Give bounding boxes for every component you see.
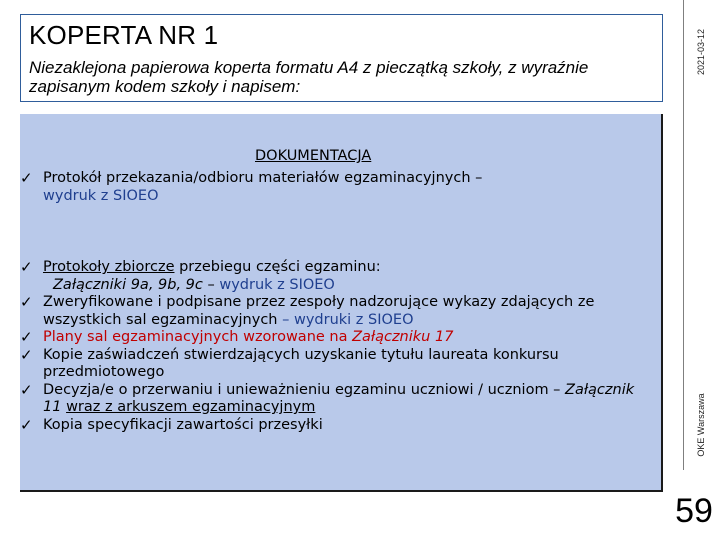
- check-icon: ✓: [20, 380, 33, 399]
- item-text: przebiegu części egzaminu:: [174, 259, 381, 275]
- side-date-label: [690, 14, 712, 89]
- item-underlined-text: Protokoły zbiorcze: [43, 259, 175, 275]
- side-org-label: [690, 385, 712, 465]
- check-icon: ✓: [20, 258, 33, 276]
- header-box: [20, 14, 663, 102]
- item-separator: –: [277, 311, 294, 328]
- item-text: Decyzja/e o przerwaniu i unieważnieniu egzaminu uczniowi / uczniom –: [43, 381, 566, 398]
- item-text: Zweryfikowane i podpisane przez zespoły nadzorujące wykazy zdających ze wszystkich sal egzaminacyjnych: [43, 294, 595, 328]
- item-separator: –: [202, 276, 220, 293]
- slide-title: KOPERTA NR 1: [29, 20, 219, 50]
- item-underlined-text: wraz z arkuszem egzaminacyjnym: [66, 399, 316, 415]
- item-annex-line: [43, 277, 650, 295]
- checklist-main: [20, 259, 650, 434]
- item-text: Protokół przekazania/odbioru materiałów egzaminacyjnych –: [43, 170, 483, 186]
- item-text: Kopia specyfikacji zawartości przesyłki: [43, 416, 323, 433]
- annex-reference: Załączniku 17: [352, 329, 454, 345]
- checklist-top: [20, 170, 650, 205]
- slide-subtitle: Niezaklejona papierowa koperta formatu A4 z pieczątką szkoły, z wyraźnie zapisanym kodem szkoły i napisem:: [29, 58, 589, 96]
- date-text: 2021-03-12: [696, 28, 706, 75]
- list-item: [20, 294, 650, 329]
- list-item: [20, 417, 650, 435]
- page-number: 59: [675, 492, 713, 530]
- item-text: Plany sal egzaminacyjnych wzorowane na: [43, 329, 353, 345]
- section-heading: DOKUMENTACJA: [255, 148, 372, 164]
- list-item: [20, 382, 650, 417]
- list-item: [20, 329, 650, 347]
- annex-reference: Załącznik 11: [43, 381, 635, 415]
- check-icon: ✓: [20, 169, 33, 187]
- item-subtext: wydruk z SIOEO: [43, 187, 159, 204]
- org-text: OKE Warszawa: [696, 393, 706, 457]
- list-item: [20, 259, 650, 294]
- list-item: [20, 170, 650, 205]
- item-text: Kopie zaświadczeń stwierdzających uzyskanie tytułu laureata konkursu przedmiotowego: [43, 346, 559, 380]
- content-box: [20, 114, 663, 492]
- check-icon: ✓: [20, 415, 33, 434]
- list-item: [20, 347, 650, 382]
- check-icon: ✓: [20, 328, 33, 346]
- item-subtext: wydruki z SIOEO: [293, 311, 414, 328]
- annex-reference: Załączniki 9a, 9b, 9c: [53, 276, 203, 293]
- check-icon: ✓: [20, 293, 33, 311]
- check-icon: ✓: [20, 345, 33, 364]
- item-subtext: wydruk z SIOEO: [219, 276, 335, 293]
- vertical-divider: [683, 0, 684, 470]
